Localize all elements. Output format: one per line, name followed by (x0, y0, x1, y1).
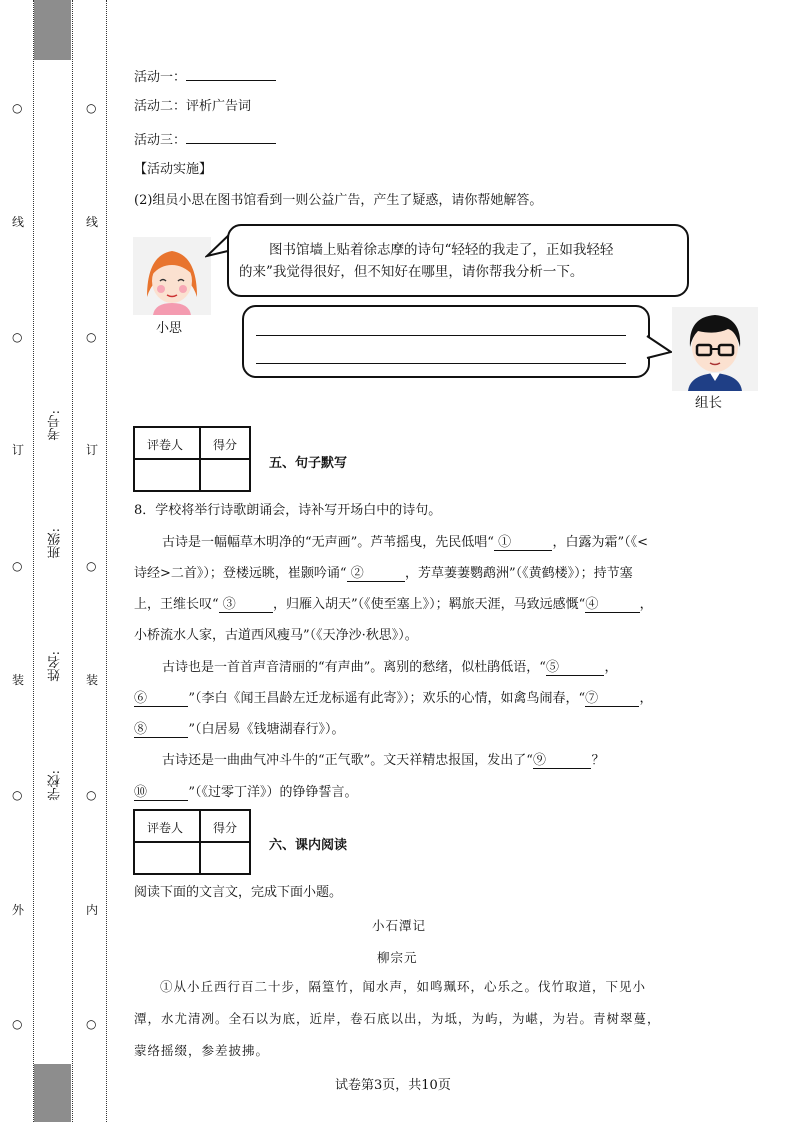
section5-title: 五、句子默写 (269, 456, 348, 471)
activity-three: 活动三： (134, 131, 276, 149)
xiaosi-speech-bubble (227, 224, 689, 297)
poem-line: 古诗也是一首首声音清丽的“有声曲”。离别的愁绪，似杜鹃低语，“⑤ ， (162, 660, 618, 675)
margin-dotted-line (33, 0, 34, 1122)
margin-mark: 内 (86, 903, 99, 917)
bubble-tail (644, 334, 674, 364)
margin-mark: ○ (12, 101, 23, 115)
margin-mark: ○ (86, 788, 97, 802)
score-label: 得分 (213, 821, 238, 835)
field-school: 学校: (48, 770, 63, 801)
grader-label: 评卷人 (147, 821, 184, 835)
poem-line: ⑩ ”（《过零丁洋》）的铮铮誓言。 (134, 785, 358, 800)
poem-line: 古诗还是一曲曲气冲斗牛的“正气歌”。文天祥精忠报国，发出了“⑨ ？ (162, 753, 605, 768)
text-title: 小石潭记 (372, 918, 427, 933)
text-line: 潭，水尤清冽。全石以为底，近岸，卷石底以出，为坻，为屿，为嵁，为岩。青树翠蔓， (134, 1011, 661, 1026)
margin-mark: ○ (86, 101, 97, 115)
poem-line: 上，王维长叹“ ③ ，归雁入胡天”（《使至塞上》）；羁旅天涯，马致远感慨“④ ， (134, 597, 653, 612)
margin-mark: ○ (12, 559, 23, 573)
leader-answer-bubble (242, 305, 650, 378)
question-2: (2)组员小思在图书馆看到一则公益广告，产生了疑惑，请你帮她解答。 (134, 193, 543, 208)
margin-mark: 订 (86, 443, 99, 457)
poem-line: 古诗是一幅幅草木明净的“无声画”。芦苇摇曳，先民低唱“ ① ，白露为霜”（《< (162, 535, 648, 550)
field-exam-number: 考号: (48, 410, 63, 441)
bubble-line-1: 图书馆墙上贴着徐志摩的诗句“轻轻的我走了，正如我轻轻 (269, 242, 614, 258)
field-class: 班级: (48, 528, 63, 559)
margin-mark: 装 (86, 673, 99, 687)
margin-gray-bar (34, 1064, 71, 1122)
question-8: 8．学校将举行诗歌朗诵会，诗补写开场白中的诗句。 (134, 503, 442, 518)
margin-mark: 线 (12, 215, 25, 229)
text-line: 蒙络摇缀，参差披拂。 (134, 1043, 270, 1058)
score-label: 得分 (213, 438, 238, 452)
margin-mark: 线 (86, 215, 99, 229)
field-name: 姓名: (48, 651, 63, 682)
xiaosi-name: 小思 (156, 321, 183, 336)
poem-line: 小桥流水人家，古道西风瘦马”（《天净沙·秋思》）。 (134, 628, 418, 643)
answer-line (256, 335, 626, 336)
grader-label: 评卷人 (147, 438, 184, 452)
score-box (133, 426, 251, 492)
activity-implementation: 【活动实施】 (134, 162, 213, 177)
margin-mark: 装 (12, 673, 25, 687)
margin-dotted-line (72, 0, 73, 1122)
score-box-divider (135, 841, 249, 843)
score-box-divider (135, 458, 249, 460)
poem-line: ⑧ ”（白居易《钱塘湖春行》）。 (134, 722, 345, 737)
page-footer: 试卷第3页，共10页 (335, 1078, 451, 1093)
margin-mark: ○ (12, 788, 23, 802)
activity-one: 活动一： (134, 68, 276, 86)
bubble-line-2: 的来”我觉得很好，但不知好在哪里，请你帮我分析一下。 (239, 264, 584, 280)
margin-mark: 外 (12, 903, 25, 917)
poem-line: ⑥ ”（李白《闻王昌龄左迁龙标遥有此寄》）；欢乐的心情，如禽鸟闹春，“⑦ ， (134, 691, 653, 706)
margin-mark: ○ (86, 559, 97, 573)
margin-mark: ○ (12, 330, 23, 344)
margin-gray-bar (34, 0, 71, 60)
margin-mark: ○ (86, 330, 97, 344)
text-author: 柳宗元 (377, 950, 418, 965)
text-line: ①从小丘西行百二十步，隔篁竹，闻水声，如鸣珮环，心乐之。伐竹取道，下见小 (160, 979, 647, 994)
poem-line: 诗经>二首》）；登楼远眺，崔颢吟诵“ ② ，芳草萋萋鹦鹉洲”（《黄鹤楼》）；持节塞 (134, 566, 633, 581)
margin-mark: ○ (86, 1017, 97, 1031)
leader-name: 组长 (695, 395, 722, 411)
margin-mark: 订 (12, 443, 25, 457)
reading-intro: 阅读下面的文言文，完成下面小题。 (134, 885, 343, 900)
score-box (133, 809, 251, 875)
margin-dotted-line (106, 0, 107, 1122)
section6-title: 六、课内阅读 (269, 838, 348, 853)
margin-mark: ○ (12, 1017, 23, 1031)
activity-two: 活动二：评析广告词 (134, 99, 252, 114)
answer-line (256, 363, 626, 364)
girl-avatar (133, 237, 211, 315)
boy-avatar (672, 307, 758, 391)
